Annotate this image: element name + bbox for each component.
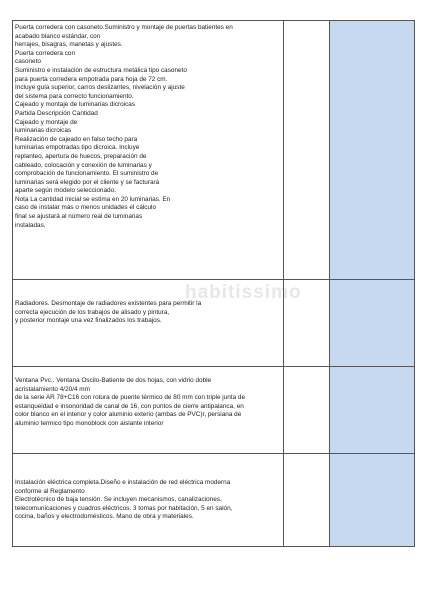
description-cell xyxy=(13,21,284,280)
price-cell xyxy=(330,454,415,547)
row-description: Puerta corredera con casoneto.Suministro y montaje de puertas batientes en acabado blanco estándar, con herrajes, bisagras, manetas y ajustes. Puerta corredera con casoneto Suministro e instalación de estructura metálica tipo casoneto para puerta corredera empotrada para hoja de 72 cm. Incluye guía superior, carros deslizantes, nivelación y ajuste del sistema para correcto funcionamiento. Cajeado y montaje de luminarias dicroicas Partida Descripción Cantidad Cajeado y montaje de luminarias dicroicas Realización de cajeado en falso techo para luminarias empotradas tipo dicroica. Incluye replanteo, apertura de huecos, preparación de cableado, colocación y conexión de luminarias y comprobación de funcionamiento. El suministro de luminarias será elegido por el cliente y se facturará aparte según modelo seleccionado. Nota La cantidad inicial se estima en 20 luminarias. En caso de instalar más o menos unidades el cálculo final se ajustará al número real de luminarias instaladas. xyxy=(15,24,233,229)
quantity-cell xyxy=(284,280,330,367)
description-cell xyxy=(13,454,284,547)
price-cell xyxy=(330,280,415,367)
description-cell xyxy=(13,280,284,367)
price-cell xyxy=(330,367,415,454)
table-row xyxy=(13,21,415,280)
table-row xyxy=(13,367,415,454)
row-description: Radiadores. Desmontaje de radiadores existentes para permitir la correcta ejecución de los trabajos de alisado y pintura, y posterior montaje una vez finalizados los trabajos. xyxy=(15,300,202,325)
watermark: habitissimo xyxy=(185,282,302,303)
table-row xyxy=(13,454,415,547)
row-description: Ventana Pvc.. Ventana Oscilo-Batiente de dos hojas, con vidrio doble acristalamiento 4/20/4 mm de la serie AR 78+C16 con rotura de puente térmico de 80 mm con triple junta de estanqueidad e insonoridad de canal de 16, con puntos de cierre antipalanca, en color blanco en el interior y color aluminio exterio (ambas de PVC)r, persiana de aluminio termico tipo monoblock con aislante interior xyxy=(15,377,246,427)
description-cell xyxy=(13,367,284,454)
budget-table xyxy=(12,20,415,547)
quantity-cell xyxy=(284,454,330,547)
price-cell xyxy=(330,21,415,280)
quantity-cell xyxy=(284,21,330,280)
quantity-cell xyxy=(284,367,330,454)
row-description: Instalación eléctrica completa.Diseño e instalación de red eléctrica moderna conforme al Reglamento Electrotécnico de baja tensión. Se incluyen mecanismos, canalizaciones, telecomunicaciones y cuadros eléctricos. 3 tomas por habitación, 5 en salón, cocina, baños y electrodomésticos. Mano de obra y materiales. xyxy=(15,479,233,521)
table-row xyxy=(13,280,415,367)
